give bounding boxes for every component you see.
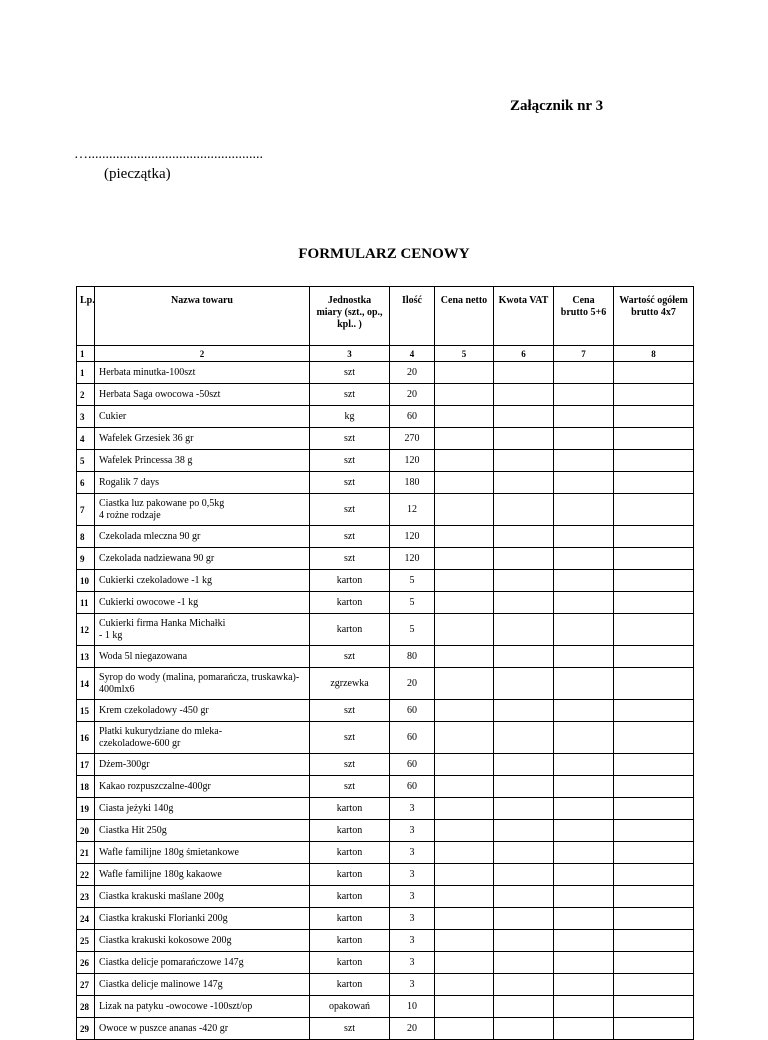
gross-price-cell [554,526,614,548]
gross-price-cell [554,820,614,842]
quantity: 3 [390,864,435,886]
column-number: 2 [95,346,310,362]
total-gross-cell [614,886,694,908]
total-gross-cell [614,930,694,952]
quantity: 120 [390,526,435,548]
table-row [77,472,694,494]
table-row [77,952,694,974]
row-number: 24 [77,908,95,930]
header-quantity: Ilość [390,287,435,346]
total-gross-cell [614,570,694,592]
unit-of-measure: szt [310,428,390,450]
vat-amount-cell [494,384,554,406]
net-price-cell [435,930,494,952]
product-name: Ciasta jeżyki 140g [95,798,310,820]
quantity: 180 [390,472,435,494]
total-gross-cell [614,798,694,820]
vat-amount-cell [494,930,554,952]
unit-of-measure: karton [310,798,390,820]
unit-of-measure: szt [310,526,390,548]
vat-amount-cell [494,592,554,614]
net-price-cell [435,472,494,494]
vat-amount-cell [494,776,554,798]
total-gross-cell [614,362,694,384]
vat-amount-cell [494,722,554,754]
unit-of-measure: szt [310,646,390,668]
gross-price-cell [554,450,614,472]
gross-price-cell [554,996,614,1018]
unit-of-measure: szt [310,362,390,384]
vat-amount-cell [494,450,554,472]
total-gross-cell [614,646,694,668]
product-name: Ciastka krakuski maślane 200g [95,886,310,908]
total-gross-cell [614,668,694,700]
vat-amount-cell [494,842,554,864]
row-number: 1 [77,362,95,384]
net-price-cell [435,1018,494,1040]
net-price-cell [435,428,494,450]
total-gross-cell [614,864,694,886]
column-number: 4 [390,346,435,362]
product-name: Wafelek Princessa 38 g [95,450,310,472]
quantity: 60 [390,754,435,776]
table-row [77,526,694,548]
unit-of-measure: karton [310,570,390,592]
table-row [77,668,694,700]
vat-amount-cell [494,570,554,592]
unit-of-measure: szt [310,776,390,798]
vat-amount-cell [494,526,554,548]
column-number: 3 [310,346,390,362]
net-price-cell [435,974,494,996]
table-row [77,776,694,798]
total-gross-cell [614,526,694,548]
table-row [77,592,694,614]
net-price-cell [435,450,494,472]
gross-price-cell [554,668,614,700]
header-product-name: Nazwa towaru [95,287,310,346]
table-row [77,428,694,450]
total-gross-cell [614,776,694,798]
product-name: Wafle familijne 180g kakaowe [95,864,310,886]
net-price-cell [435,754,494,776]
unit-of-measure: karton [310,952,390,974]
row-number: 11 [77,592,95,614]
table-row [77,864,694,886]
product-name: Ciastka delicje pomarańczowe 147g [95,952,310,974]
row-number: 3 [77,406,95,428]
table-row [77,1018,694,1040]
vat-amount-cell [494,428,554,450]
gross-price-cell [554,864,614,886]
table-row [77,406,694,428]
column-number: 7 [554,346,614,362]
net-price-cell [435,614,494,646]
gross-price-cell [554,646,614,668]
gross-price-cell [554,776,614,798]
row-number: 14 [77,668,95,700]
total-gross-cell [614,722,694,754]
row-number: 19 [77,798,95,820]
gross-price-cell [554,428,614,450]
vat-amount-cell [494,820,554,842]
net-price-cell [435,864,494,886]
total-gross-cell [614,592,694,614]
column-number: 5 [435,346,494,362]
unit-of-measure: szt [310,548,390,570]
row-number: 12 [77,614,95,646]
unit-of-measure: karton [310,930,390,952]
gross-price-cell [554,614,614,646]
gross-price-cell [554,952,614,974]
vat-amount-cell [494,886,554,908]
row-number: 20 [77,820,95,842]
price-form-table [76,286,694,1040]
row-number: 13 [77,646,95,668]
unit-of-measure: szt [310,384,390,406]
net-price-cell [435,362,494,384]
row-number: 6 [77,472,95,494]
row-number: 8 [77,526,95,548]
product-name: Wafle familijne 180g śmietankowe [95,842,310,864]
column-number-row [77,346,694,362]
gross-price-cell [554,494,614,526]
product-name: Owoce w puszce ananas -420 gr [95,1018,310,1040]
unit-of-measure: karton [310,842,390,864]
vat-amount-cell [494,754,554,776]
total-gross-cell [614,1018,694,1040]
header-unit: Jednostka miary (szt., op., kpl.. ) [310,287,390,346]
vat-amount-cell [494,362,554,384]
gross-price-cell [554,886,614,908]
row-number: 5 [77,450,95,472]
quantity: 3 [390,930,435,952]
net-price-cell [435,798,494,820]
quantity: 60 [390,700,435,722]
quantity: 60 [390,406,435,428]
header-net-price: Cena netto [435,287,494,346]
gross-price-cell [554,908,614,930]
unit-of-measure: szt [310,472,390,494]
quantity: 5 [390,570,435,592]
table-header-row [77,287,694,346]
total-gross-cell [614,996,694,1018]
column-number: 6 [494,346,554,362]
table-row [77,974,694,996]
table-row [77,614,694,646]
unit-of-measure: kg [310,406,390,428]
table-row [77,570,694,592]
net-price-cell [435,494,494,526]
product-name: Syrop do wody (malina, pomarańcza, truskawka)- 400mlx6 [95,668,310,700]
quantity: 60 [390,722,435,754]
net-price-cell [435,526,494,548]
vat-amount-cell [494,614,554,646]
row-number: 29 [77,1018,95,1040]
table-row [77,930,694,952]
gross-price-cell [554,472,614,494]
gross-price-cell [554,798,614,820]
product-name: Herbata minutka-100szt [95,362,310,384]
product-name: Kakao rozpuszczalne-400gr [95,776,310,798]
table-row [77,754,694,776]
net-price-cell [435,406,494,428]
unit-of-measure: opakowań [310,996,390,1018]
net-price-cell [435,646,494,668]
stamp-label: (pieczątka) [104,166,171,182]
vat-amount-cell [494,494,554,526]
gross-price-cell [554,974,614,996]
total-gross-cell [614,908,694,930]
table-row [77,548,694,570]
total-gross-cell [614,406,694,428]
stamp-dotted-line: ….................................................. [74,147,263,162]
net-price-cell [435,548,494,570]
quantity: 20 [390,668,435,700]
net-price-cell [435,820,494,842]
product-name: Lizak na patyku -owocowe -100szt/op [95,996,310,1018]
product-name: Ciastka krakuski Florianki 200g [95,908,310,930]
vat-amount-cell [494,974,554,996]
gross-price-cell [554,722,614,754]
unit-of-measure: karton [310,592,390,614]
quantity: 12 [390,494,435,526]
product-name: Herbata Saga owocowa -50szt [95,384,310,406]
vat-amount-cell [494,952,554,974]
net-price-cell [435,996,494,1018]
unit-of-measure: szt [310,700,390,722]
unit-of-measure: karton [310,908,390,930]
header-gross-price: Cena brutto 5+6 [554,287,614,346]
quantity: 5 [390,592,435,614]
table-row [77,820,694,842]
total-gross-cell [614,384,694,406]
total-gross-cell [614,548,694,570]
row-number: 21 [77,842,95,864]
table-row [77,886,694,908]
net-price-cell [435,570,494,592]
total-gross-cell [614,614,694,646]
total-gross-cell [614,974,694,996]
quantity: 3 [390,952,435,974]
net-price-cell [435,668,494,700]
vat-amount-cell [494,668,554,700]
row-number: 18 [77,776,95,798]
vat-amount-cell [494,1018,554,1040]
gross-price-cell [554,406,614,428]
product-name: Ciastka krakuski kokosowe 200g [95,930,310,952]
row-number: 23 [77,886,95,908]
row-number: 10 [77,570,95,592]
unit-of-measure: szt [310,754,390,776]
total-gross-cell [614,428,694,450]
form-title: FORMULARZ CENOWY [298,246,470,262]
product-name: Cukierki firma Hanka Michałki - 1 kg [95,614,310,646]
product-name: Ciastka delicje malinowe 147g [95,974,310,996]
row-number: 9 [77,548,95,570]
net-price-cell [435,886,494,908]
product-name: Ciastka Hit 250g [95,820,310,842]
gross-price-cell [554,930,614,952]
quantity: 3 [390,886,435,908]
unit-of-measure: szt [310,722,390,754]
quantity: 3 [390,798,435,820]
table-row [77,908,694,930]
quantity: 5 [390,614,435,646]
table-row [77,646,694,668]
vat-amount-cell [494,548,554,570]
quantity: 20 [390,384,435,406]
row-number: 4 [77,428,95,450]
header-vat-amount: Kwota VAT [494,287,554,346]
attachment-label: Załącznik nr 3 [510,98,604,114]
quantity: 3 [390,820,435,842]
total-gross-cell [614,820,694,842]
row-number: 25 [77,930,95,952]
vat-amount-cell [494,700,554,722]
table-row [77,450,694,472]
product-name: Krem czekoladowy -450 gr [95,700,310,722]
quantity: 60 [390,776,435,798]
vat-amount-cell [494,406,554,428]
quantity: 3 [390,908,435,930]
vat-amount-cell [494,646,554,668]
table-row [77,384,694,406]
gross-price-cell [554,700,614,722]
unit-of-measure: szt [310,1018,390,1040]
row-number: 7 [77,494,95,526]
product-name: Dżem-300gr [95,754,310,776]
quantity: 3 [390,974,435,996]
gross-price-cell [554,362,614,384]
total-gross-cell [614,842,694,864]
row-number: 27 [77,974,95,996]
vat-amount-cell [494,864,554,886]
product-name: Cukierki czekoladowe -1 kg [95,570,310,592]
quantity: 120 [390,548,435,570]
unit-of-measure: karton [310,974,390,996]
quantity: 80 [390,646,435,668]
product-name: Cukier [95,406,310,428]
product-name: Wafelek Grzesiek 36 gr [95,428,310,450]
header-total-gross: Wartość ogółem brutto 4x7 [614,287,694,346]
net-price-cell [435,592,494,614]
table-row [77,996,694,1018]
vat-amount-cell [494,996,554,1018]
gross-price-cell [554,548,614,570]
row-number: 26 [77,952,95,974]
net-price-cell [435,776,494,798]
total-gross-cell [614,450,694,472]
net-price-cell [435,384,494,406]
product-name: Woda 5l niegazowana [95,646,310,668]
table-row [77,362,694,384]
column-number: 8 [614,346,694,362]
table-row [77,842,694,864]
gross-price-cell [554,1018,614,1040]
total-gross-cell [614,472,694,494]
quantity: 3 [390,842,435,864]
vat-amount-cell [494,798,554,820]
gross-price-cell [554,384,614,406]
unit-of-measure: szt [310,450,390,472]
table-row [77,494,694,526]
row-number: 15 [77,700,95,722]
table-row [77,798,694,820]
quantity: 270 [390,428,435,450]
row-number: 28 [77,996,95,1018]
net-price-cell [435,952,494,974]
header-lp: Lp. [77,287,95,346]
table-row [77,700,694,722]
row-number: 22 [77,864,95,886]
total-gross-cell [614,952,694,974]
unit-of-measure: karton [310,820,390,842]
unit-of-measure: karton [310,864,390,886]
quantity: 120 [390,450,435,472]
unit-of-measure: szt [310,494,390,526]
product-name: Cukierki owocowe -1 kg [95,592,310,614]
total-gross-cell [614,700,694,722]
unit-of-measure: karton [310,886,390,908]
vat-amount-cell [494,908,554,930]
row-number: 17 [77,754,95,776]
unit-of-measure: karton [310,614,390,646]
gross-price-cell [554,570,614,592]
total-gross-cell [614,494,694,526]
row-number: 2 [77,384,95,406]
net-price-cell [435,842,494,864]
quantity: 10 [390,996,435,1018]
gross-price-cell [554,842,614,864]
product-name: Rogalik 7 days [95,472,310,494]
quantity: 20 [390,362,435,384]
net-price-cell [435,722,494,754]
row-number: 16 [77,722,95,754]
gross-price-cell [554,754,614,776]
gross-price-cell [554,592,614,614]
quantity: 20 [390,1018,435,1040]
net-price-cell [435,908,494,930]
unit-of-measure: zgrzewka [310,668,390,700]
table-row [77,722,694,754]
column-number: 1 [77,346,95,362]
product-name: Ciastka luz pakowane po 0,5kg 4 rożne rodzaje [95,494,310,526]
vat-amount-cell [494,472,554,494]
product-name: Czekolada nadziewana 90 gr [95,548,310,570]
product-name: Płatki kukurydziane do mleka- czekoladowe-600 gr [95,722,310,754]
net-price-cell [435,700,494,722]
total-gross-cell [614,754,694,776]
product-name: Czekolada mleczna 90 gr [95,526,310,548]
